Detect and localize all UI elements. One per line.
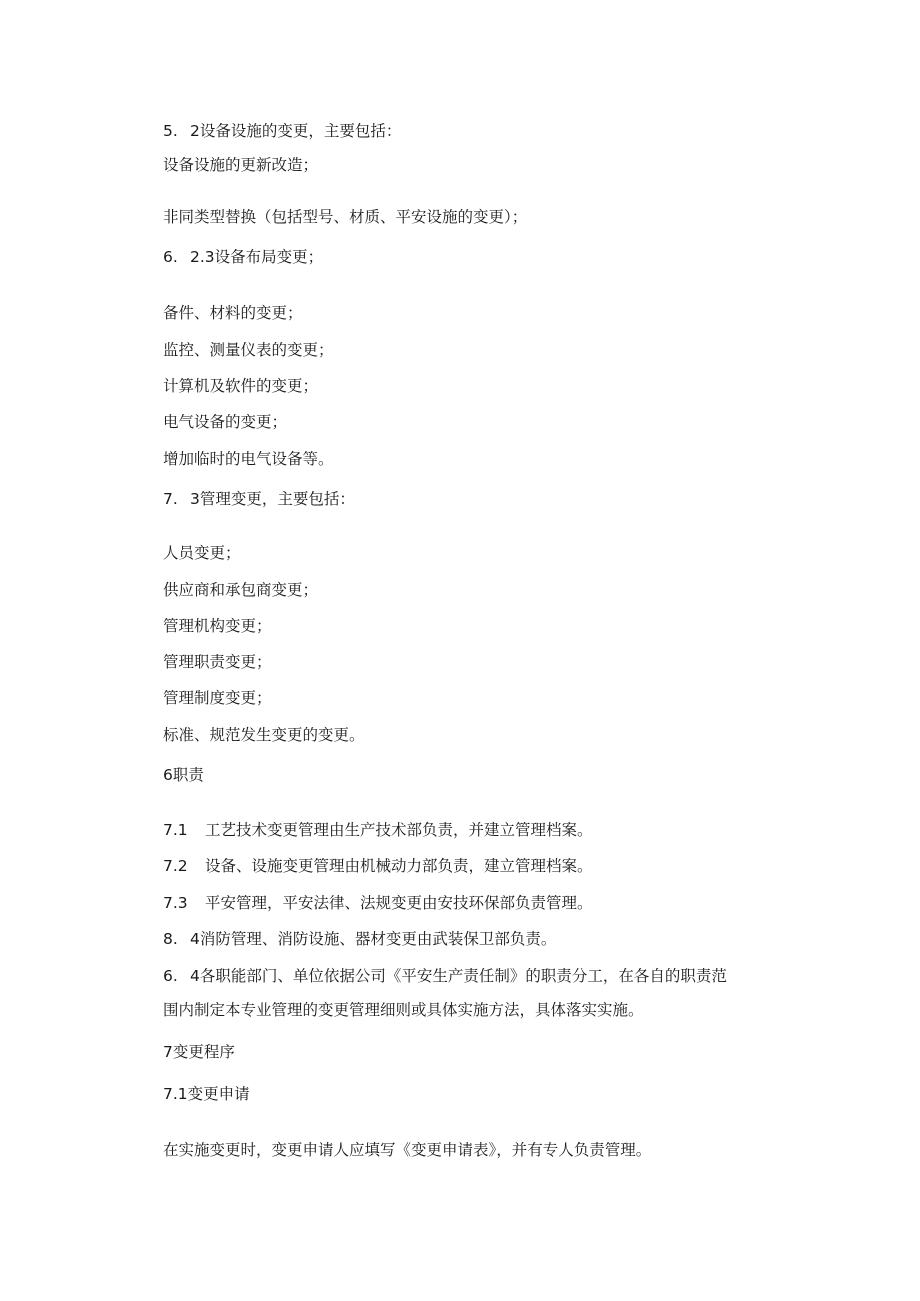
list-item-text: 标准、规范发生变更的变更。 <box>163 726 365 744</box>
section-7-1-heading <box>163 1084 250 1104</box>
section-8-4-item <box>163 929 556 949</box>
section-text: 3管理变更，主要包括： <box>190 490 355 508</box>
section-number: 7.3 <box>163 894 188 912</box>
list-item-text: 供应商和承包商变更； <box>163 581 319 599</box>
section-text: 4各职能部门、单位依据公司《平安生产责任制》的职责分工，在各自的职责范 <box>190 967 727 985</box>
list-item <box>163 543 241 563</box>
section-6-2-3-heading <box>163 247 323 267</box>
paragraph <box>163 1140 651 1160</box>
list-item <box>163 376 318 396</box>
list-item <box>163 725 365 745</box>
list-item-text: 备件、材料的变更； <box>163 304 303 322</box>
section-text: 平安管理，平安法律、法规变更由安技环保部负责管理。 <box>205 894 593 912</box>
paragraph-continuation <box>163 1000 644 1020</box>
section-number: 5. <box>163 122 178 140</box>
list-item-text: 设备设施的更新改造； <box>163 156 319 174</box>
section-text: 7变更程序 <box>163 1043 235 1061</box>
section-7-3-item <box>163 893 593 913</box>
section-text: 设备、设施变更管理由机械动力部负责，建立管理档案。 <box>205 857 593 875</box>
list-item <box>163 207 527 227</box>
list-item-text: 管理职责变更； <box>163 653 272 671</box>
section-7-1-item <box>163 820 593 840</box>
list-item <box>163 652 272 672</box>
list-item <box>163 155 318 175</box>
list-item <box>163 449 334 469</box>
paragraph-text: 围内制定本专业管理的变更管理细则或具体实施方法，具体落实实施。 <box>163 1001 644 1019</box>
paragraph-text: 在实施变更时，变更申请人应填写《变更申请表》，并有专人负责管理。 <box>163 1141 652 1159</box>
list-item-text: 计算机及软件的变更； <box>163 377 319 395</box>
list-item <box>163 303 303 323</box>
section-5-2-heading <box>163 121 401 141</box>
list-item <box>163 616 272 636</box>
list-item-text: 管理机构变更； <box>163 617 272 635</box>
list-item-text: 电气设备的变更； <box>163 413 288 431</box>
section-7-3-heading <box>163 489 355 509</box>
section-text: 2设备设施的变更，主要包括： <box>190 122 402 140</box>
list-item <box>163 688 272 708</box>
section-number: 7.1 <box>163 821 188 839</box>
list-item-text: 监控、测量仪表的变更； <box>163 341 334 359</box>
section-7-2-item <box>163 856 593 876</box>
section-number: 7.2 <box>163 857 188 875</box>
section-6-4-item <box>163 966 727 986</box>
list-item <box>163 412 287 432</box>
section-number: 6. <box>163 967 178 985</box>
section-text: 7.1变更申请 <box>163 1085 250 1103</box>
section-text: 6职责 <box>163 766 204 784</box>
section-text: 工艺技术变更管理由生产技术部负责，并建立管理档案。 <box>205 821 593 839</box>
section-text: 2.3设备布局变更； <box>190 248 324 266</box>
list-item-text: 增加临时的电气设备等。 <box>163 450 334 468</box>
list-item-text: 人员变更； <box>163 544 241 562</box>
section-7-heading <box>163 1042 235 1062</box>
list-item-text: 非同类型替换（包括型号、材质、平安设施的变更）； <box>163 208 528 226</box>
section-number: 8. <box>163 930 178 948</box>
section-6-heading <box>163 765 204 785</box>
section-text: 4消防管理、消防设施、器材变更由武装保卫部负责。 <box>190 930 557 948</box>
list-item <box>163 340 334 360</box>
section-number: 6. <box>163 248 178 266</box>
section-number: 7. <box>163 490 178 508</box>
list-item-text: 管理制度变更； <box>163 689 272 707</box>
list-item <box>163 580 318 600</box>
